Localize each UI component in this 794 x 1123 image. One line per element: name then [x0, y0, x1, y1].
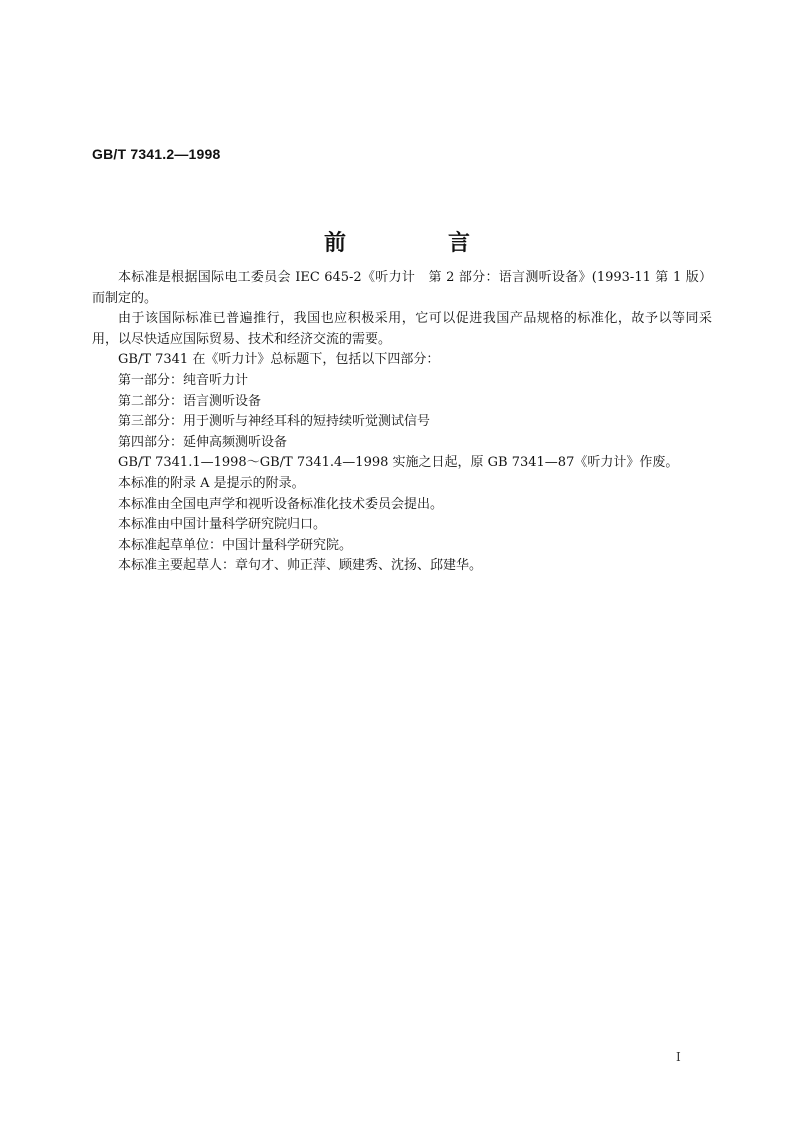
- paragraph: 本标准的附录 A 是提示的附录。: [118, 475, 305, 491]
- paragraph: 第四部分：延伸高频测听设备: [118, 434, 288, 450]
- paragraph: 第二部分：语言测听设备: [118, 393, 262, 409]
- page-title: 前 言: [323, 231, 510, 256]
- page-number: I: [676, 1050, 681, 1064]
- paragraph: 本标准起草单位：中国计量科学研究院。: [118, 537, 353, 553]
- paragraph: 本标准由全国电声学和视听设备标准化技术委员会提出。: [118, 496, 444, 512]
- paragraph: 本标准由中国计量科学研究院归口。: [118, 517, 327, 533]
- paragraph: 由于该国际标准已普遍推行，我国也应积极采用，它可以促进我国产品规格的标准化，故予以等同采用，以尽快适应国际贸易、技术和经济交流的需要。: [92, 311, 712, 347]
- paragraph: 本标准主要起草人：章句才、帅正萍、顾建秀、沈扬、邱建华。: [118, 558, 483, 574]
- paragraph: 本标准是根据国际电工委员会 IEC 645-2《听力计 第 2 部分：语言测听设备》(1993-11 第 1 版）而制定的。: [92, 270, 712, 306]
- standard-code: GB/T 7341.2—1998: [92, 146, 221, 162]
- paragraph: GB/T 7341 在《听力计》总标题下，包括以下四部分：: [118, 352, 440, 368]
- foreword-body: [92, 268, 712, 577]
- paragraph: GB/T 7341.1—1998～GB/T 7341.4—1998 实施之日起，原 GB 7341—87《听力计》作废。: [118, 455, 679, 471]
- paragraph: 第一部分：纯音听力计: [118, 372, 249, 388]
- paragraph: 第三部分：用于测听与神经耳科的短持续听觉测试信号: [118, 414, 431, 430]
